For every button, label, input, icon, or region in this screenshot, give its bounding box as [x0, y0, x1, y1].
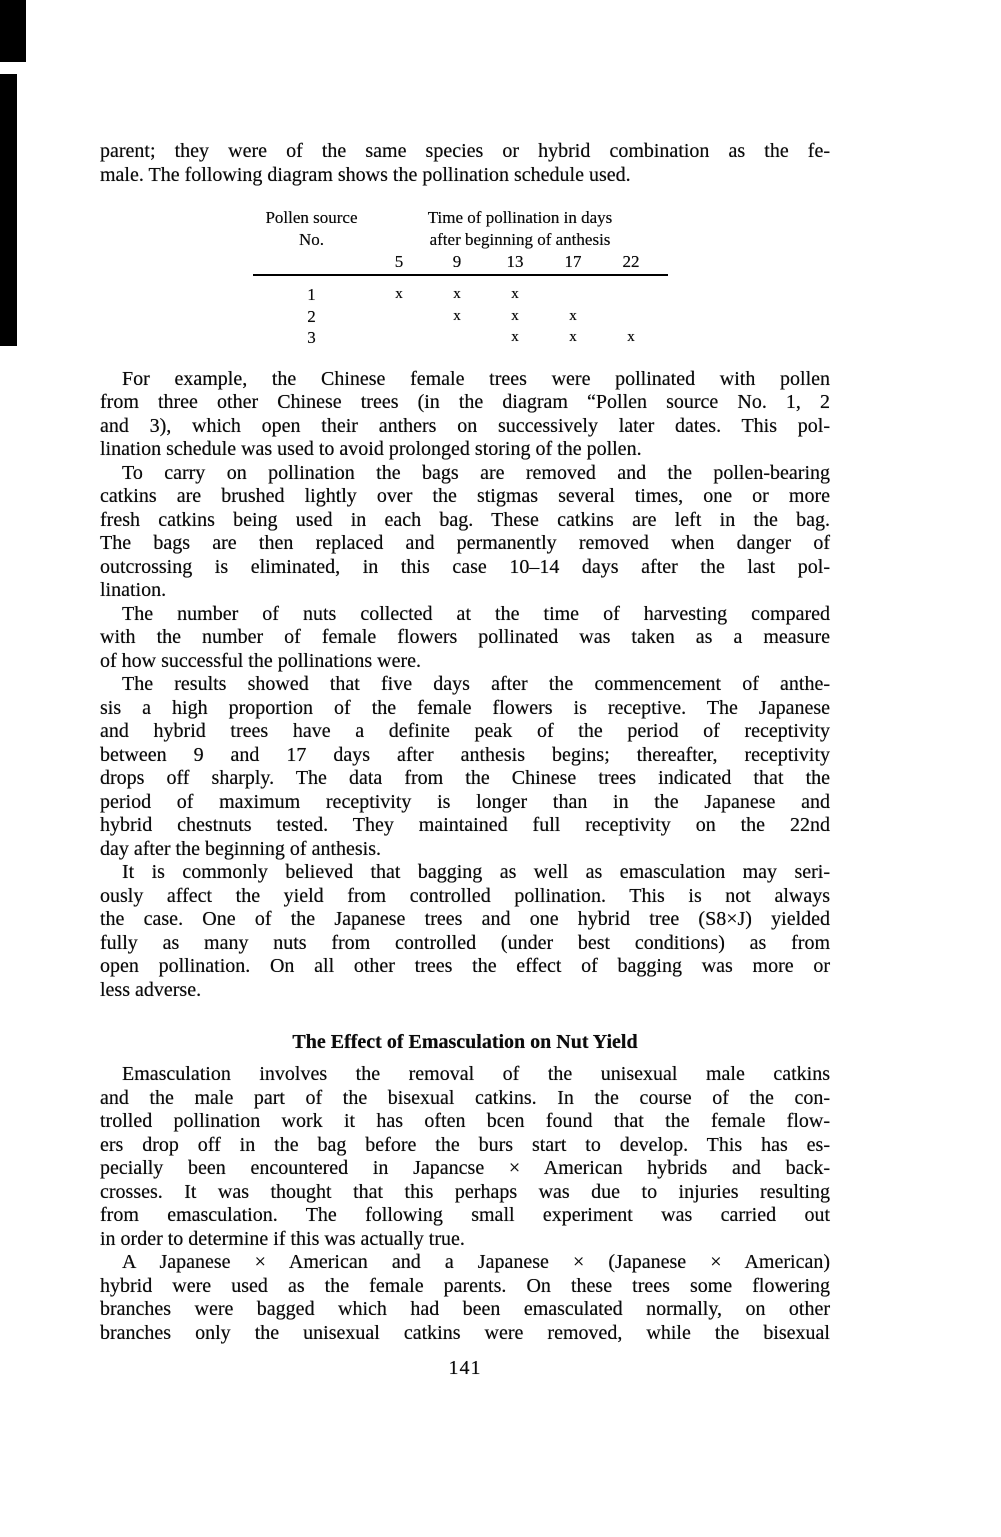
text-line: hybrid chestnuts tested. They maintained full receptivity on the 22nd [100, 814, 830, 836]
paragraph [100, 140, 830, 187]
diagram-source-column-header [253, 207, 370, 271]
text-line: The number of nuts collected at the time of harvesting compared [122, 602, 830, 625]
time-header-line2: after beginning of anthesis [429, 230, 611, 249]
scan-artifact-bar [0, 0, 26, 62]
empty-cell [428, 327, 486, 349]
text-line: The bags are then replaced and permanently removed when danger of [100, 532, 830, 554]
diagram-day-ticks [370, 252, 670, 271]
diagram-header [253, 207, 670, 271]
text-line: ously affect the yield from controlled pollination. This is not always [100, 884, 830, 907]
diagram-row [253, 327, 670, 349]
paragraph [100, 673, 830, 861]
text-line: in order to determine if this was actually true. [100, 1227, 465, 1250]
day-tick: 9 [452, 252, 462, 271]
empty-cell [544, 284, 602, 306]
pollination-mark: x [395, 286, 403, 302]
text-line: period of maximum receptivity is longer than in the Japanese and [100, 790, 830, 813]
scan-artifact-bar [0, 74, 17, 346]
text-line: A Japanese × American and a Japanese × (Japanese × American) [122, 1251, 830, 1273]
section1-paragraphs [100, 368, 830, 1003]
paragraph [100, 603, 830, 674]
text-line: the case. One of the Japanese trees and one hybrid tree (S8×J) yielded [100, 908, 830, 930]
diagram-rows [253, 284, 670, 349]
text-line: drops off sharply. The data from the Chinese trees indicated that the [100, 767, 830, 789]
pollination-mark: x [627, 329, 635, 345]
empty-cell [602, 284, 660, 306]
text-line: from emasculation. The following small experiment was carried out [100, 1204, 830, 1226]
text-line: branches only the unisexual catkins were removed, while the bisexual [100, 1321, 830, 1344]
text-line: lination schedule was used to avoid prolonged storing of the pollen. [100, 438, 642, 460]
paragraph [100, 462, 830, 603]
day-tick: 5 [394, 252, 404, 271]
text-line: day after the beginning of anthesis. [100, 837, 382, 860]
text-line: crosses. It was thought that this perhaps was due to injuries resulting [100, 1180, 830, 1203]
intro-paragraph [100, 140, 830, 187]
text-line: To carry on pollination the bags are removed and the pollen-bearing [122, 461, 830, 484]
time-header-line1: Time of pollination in days [427, 208, 613, 227]
text-line: For example, the Chinese female trees were pollinated with pollen [122, 367, 830, 390]
paragraph [100, 368, 830, 462]
text-line: between 9 and 17 days after anthesis begins; thereafter, receptivity [100, 743, 830, 766]
text-line: male. The following diagram shows the pollination schedule used. [100, 163, 631, 186]
pollination-mark: x [511, 286, 519, 302]
pollination-schedule-diagram [253, 207, 670, 349]
text-line: branches were bagged which had been emasculated normally, on other [100, 1298, 830, 1320]
pollen-source-number: 1 [307, 285, 316, 304]
text-line: open pollination. On all other trees the effect of bagging was more or [100, 955, 830, 977]
text-line: It is commonly believed that bagging as well as emasculation may seri- [122, 861, 830, 883]
section2-paragraphs [100, 1063, 830, 1345]
diagram-row [253, 284, 670, 306]
pollination-mark: x [511, 307, 519, 324]
text-line: ers drop off in the bag before the burs start to develop. This has es- [100, 1133, 830, 1156]
page-text-block [100, 140, 830, 1381]
empty-cell [370, 306, 428, 328]
text-line: outcrossing is eliminated, in this case 10–14 days after the last pol- [100, 555, 830, 578]
text-line: The results showed that five days after the commencement of anthe- [122, 673, 830, 695]
text-line: parent; they were of the same species or hybrid combination as the fe- [100, 140, 830, 162]
text-line: and 3), which open their anthers on successively later dates. This pol- [100, 414, 830, 437]
day-tick: 22 [622, 252, 640, 271]
source-header-line2: No. [298, 230, 325, 249]
day-tick: 17 [564, 252, 582, 271]
page-number: 141 [448, 1357, 482, 1379]
diagram-row [253, 306, 670, 328]
pollination-mark: x [511, 329, 519, 345]
day-tick: 13 [506, 252, 524, 271]
text-line: with the number of female flowers pollinated was taken as a measure [100, 626, 830, 648]
pollination-mark: x [569, 329, 577, 345]
source-header-line1: Pollen source [265, 208, 358, 227]
text-line: hybrid were used as the female parents. On these trees some flowering [100, 1274, 830, 1297]
empty-cell [602, 306, 660, 328]
section-heading: The Effect of Emasculation on Nut Yield [292, 1031, 638, 1053]
pollen-source-number: 2 [307, 306, 316, 326]
pollination-mark: x [569, 307, 577, 324]
diagram-time-column-header [370, 207, 670, 271]
text-line: from three other Chinese trees (in the diagram “Pollen source No. 1, 2 [100, 391, 830, 413]
paragraph [100, 861, 830, 1002]
text-line: and the male part of the bisexual catkins. In the course of the con- [100, 1086, 830, 1109]
paragraph [100, 1251, 830, 1345]
pollen-source-number: 3 [307, 328, 316, 347]
diagram-rule [253, 274, 668, 276]
text-line: and hybrid trees have a definite peak of the period of receptivity [100, 720, 830, 742]
text-line: catkins are brushed lightly over the stigmas several times, one or more [100, 485, 830, 507]
text-line: trolled pollination work it has often bcen found that the female flow- [100, 1110, 830, 1132]
pollination-mark: x [453, 307, 461, 324]
text-line: fully as many nuts from controlled (under best conditions) as from [100, 931, 830, 954]
paragraph [100, 1063, 830, 1251]
text-line: pecially been encountered in Japancse × American hybrids and back- [100, 1157, 830, 1179]
pollination-mark: x [453, 286, 461, 302]
text-line: sis a high proportion of the female flowers is receptive. The Japanese [100, 696, 830, 719]
text-line: less adverse. [100, 978, 202, 1001]
text-line: of how successful the pollinations were. [100, 649, 422, 672]
text-line: Emasculation involves the removal of the unisexual male catkins [122, 1063, 830, 1085]
text-line: fresh catkins being used in each bag. These catkins are left in the bag. [100, 508, 830, 531]
text-line: lination. [100, 579, 167, 601]
empty-cell [370, 327, 428, 349]
